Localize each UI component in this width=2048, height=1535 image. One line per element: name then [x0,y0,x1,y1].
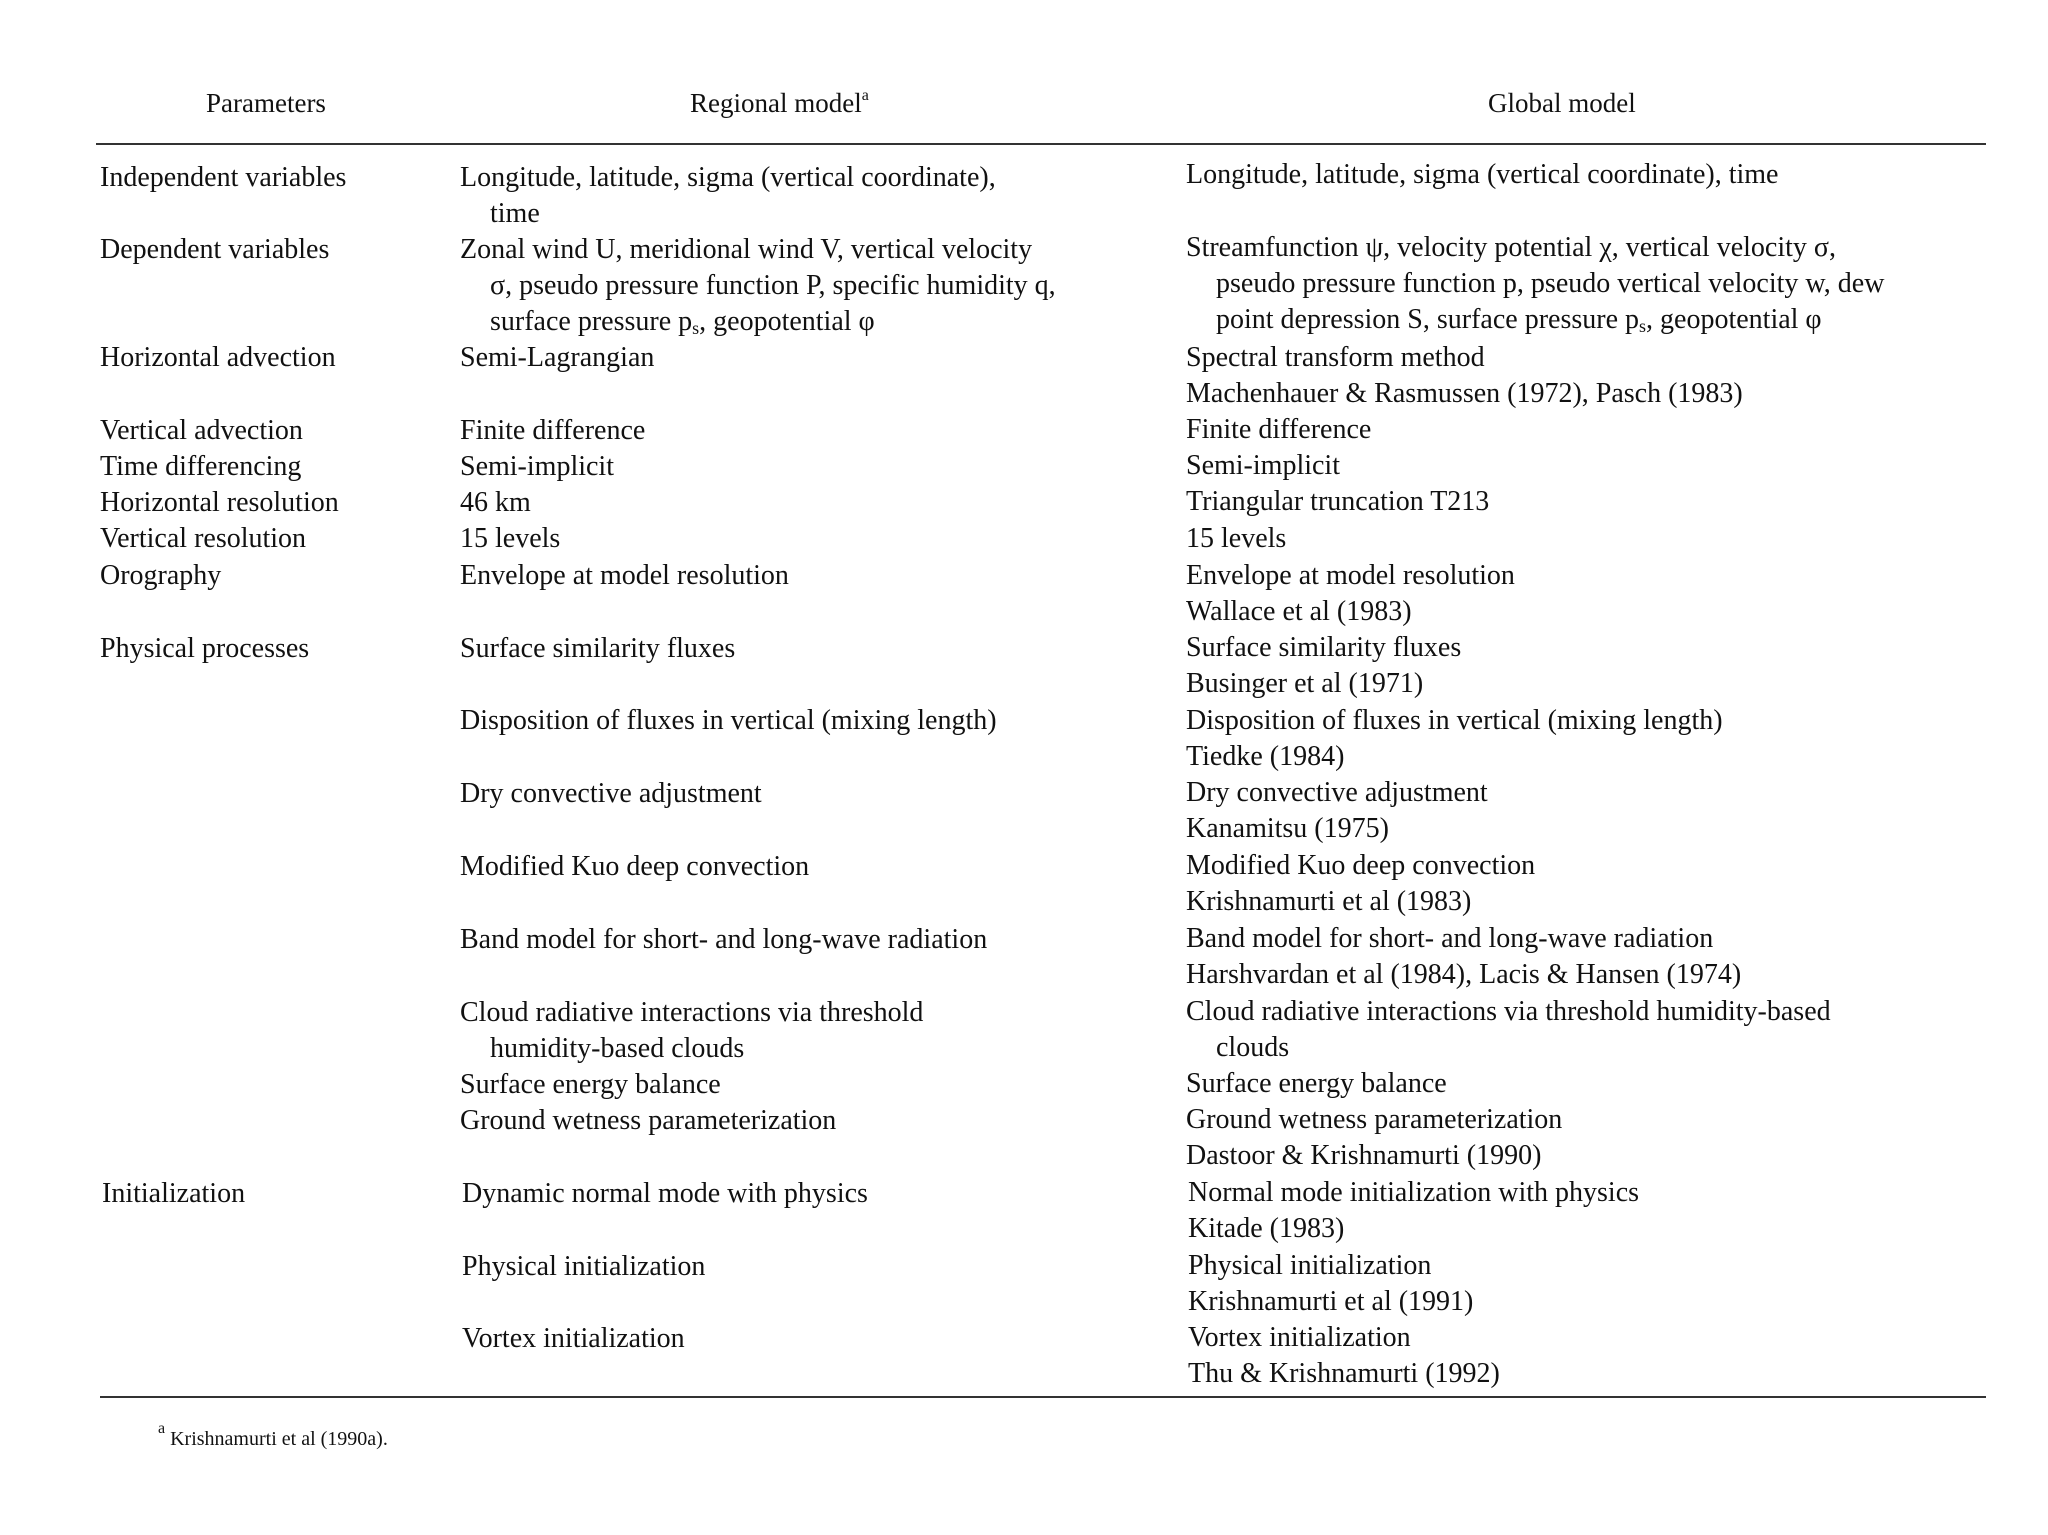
global-ground-wetness: Ground wetness parameterization Dastoor & Krishnamurti (1990) [1186,1104,1563,1171]
global-physical-initialization: Physical initialization Krishnamurti et al (1991) [1188,1250,1474,1317]
regional-independent-variables: Longitude, latitude, sigma (vertical coordinate), time [460,162,996,229]
regional-cloud-radiative-interactions: Cloud radiative interactions via threshold humidity-based clouds [460,997,924,1064]
regional-dependent-variables: Zonal wind U, meridional wind V, vertical velocity σ, pseudo pressure function P, specific humidity q, surface pressure $p_s$, geopotential φ [460,234,1056,338]
regional-ground-wetness: Ground wetness parameterization [460,1105,837,1136]
global-independent-variables: Longitude, latitude, sigma (vertical coordinate), time [1186,159,1779,190]
regional-surface-energy-balance: Surface energy balance [460,1069,721,1100]
footnote-marker: a [861,87,869,104]
param-vertical-advection: Vertical advection [100,415,303,446]
regional-dynamic-normal-mode: Dynamic normal mode with physics [462,1178,868,1209]
regional-band-model-radiation: Band model for short- and long-wave radiation [460,924,988,955]
param-independent-variables: Independent variables [100,162,347,193]
regional-disposition-of-fluxes: Disposition of fluxes in vertical (mixing length) [460,705,997,736]
global-cloud-radiative-interactions: Cloud radiative interactions via threshold humidity-based clouds [1186,996,1831,1063]
global-dry-convective-adjustment: Dry convective adjustment Kanamitsu (1975) [1186,777,1488,844]
regional-vortex-initialization: Vortex initialization [462,1323,685,1354]
regional-horizontal-advection: Semi-Lagrangian [460,342,655,373]
global-surface-energy-balance: Surface energy balance [1186,1068,1447,1099]
param-time-differencing: Time differencing [100,451,302,482]
global-band-model-radiation: Band model for short- and long-wave radiation Harshvardan et al (1984), Lacis & Hansen (1974) [1186,923,1742,990]
global-horizontal-advection: Spectral transform method Machenhauer & Rasmussen (1972), Pasch (1983) [1186,342,1743,409]
global-modified-kuo-convection: Modified Kuo deep convection Krishnamurti et al (1983) [1186,850,1536,917]
global-disposition-of-fluxes: Disposition of fluxes in vertical (mixing length) Tiedke (1984) [1186,705,1723,772]
table-footnote: $^a$ Krishnamurti et al (1990a). [158,1420,388,1450]
header-global-model: Global model [1488,88,1636,118]
global-vortex-initialization: Vortex initialization Thu & Krishnamurti (1992) [1188,1322,1500,1389]
global-vertical-resolution: 15 levels [1186,523,1287,554]
param-dependent-variables: Dependent variables [100,234,330,265]
global-surface-similarity-fluxes: Surface similarity fluxes Businger et al (1971) [1186,632,1462,699]
global-horizontal-resolution: Triangular truncation T213 [1186,486,1490,517]
regional-horizontal-resolution: 46 km [460,487,531,518]
footnote-mark: a [158,1420,166,1437]
global-dependent-variables: Streamfunction ψ, velocity potential χ, vertical velocity σ, pseudo pressure function p, pseudo vertical velocity w, dew point depression S, surface pressure $p_s$, geopotential φ [1186,232,1885,336]
regional-dry-convective-adjustment: Dry convective adjustment [460,778,762,809]
table-bottom-rule [100,1396,1986,1398]
header-regional-model: Regional model$^a$ [690,87,869,118]
regional-modified-kuo-convection: Modified Kuo deep convection [460,851,810,882]
param-horizontal-advection: Horizontal advection [100,342,336,373]
global-orography: Envelope at model resolution Wallace et al (1983) [1186,560,1515,627]
global-time-differencing: Semi-implicit [1186,450,1340,481]
global-vertical-advection: Finite difference [1186,414,1372,445]
table-top-rule [96,143,1986,145]
regional-vertical-advection: Finite difference [460,415,646,446]
param-vertical-resolution: Vertical resolution [100,523,307,554]
param-orography: Orography [100,560,222,591]
regional-orography: Envelope at model resolution [460,560,789,591]
regional-vertical-resolution: 15 levels [460,523,561,554]
param-physical-processes: Physical processes [100,633,310,664]
regional-time-differencing: Semi-implicit [460,451,614,482]
header-parameters: Parameters [206,88,326,118]
global-normal-mode-initialization: Normal mode initialization with physics Kitade (1983) [1188,1177,1640,1244]
param-initialization: Initialization [102,1178,246,1209]
param-horizontal-resolution: Horizontal resolution [100,487,339,518]
regional-surface-similarity-fluxes: Surface similarity fluxes [460,633,736,664]
regional-physical-initialization: Physical initialization [462,1251,706,1282]
